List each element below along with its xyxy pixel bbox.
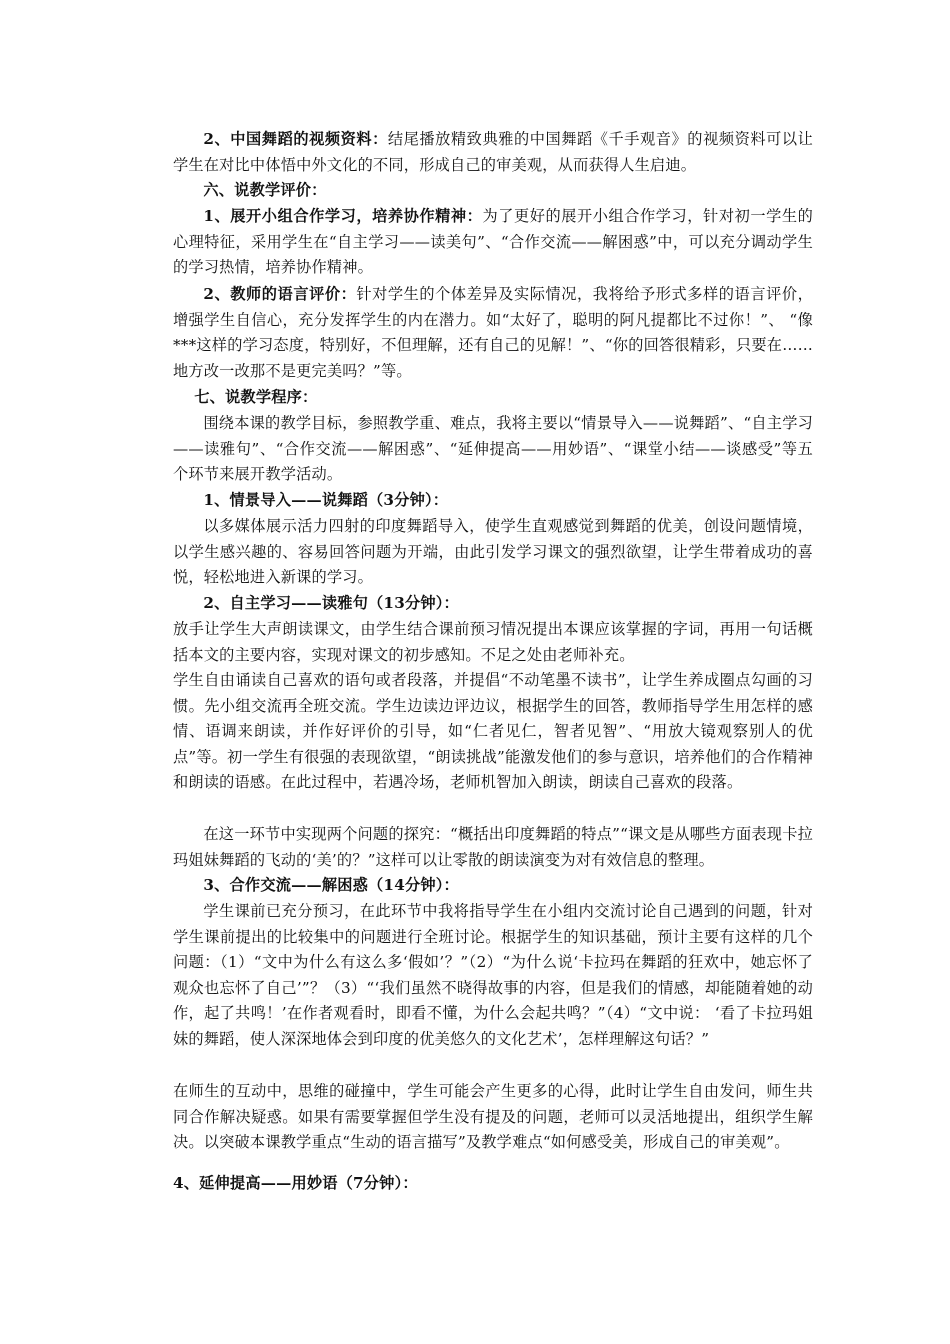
subheading-step-4: 4、延伸提高——用妙语（7分钟）： (173, 1174, 418, 1192)
paragraph-dance-video (173, 127, 813, 178)
paragraph-step-2a: 放手让学生大声朗读课文，由学生结合课前预习情况提出本课应该掌握的字词，再用一句话概括本文的主要内容，实现对课文的初步感知。不足之处由老师补充。 (173, 620, 813, 664)
subheading-step-3: 3、合作交流——解困惑（14分钟）： (203, 876, 459, 894)
paragraph-step-2b: 学生自由诵读自己喜欢的语句或者段落，并提倡“不动笔墨不读书”，让学生养成圈点勾画的习惯。先小组交流再全班交流。学生边读边评边议，根据学生的回答，教师指导学生用怎样的感情、语调来朗读，并作好评价的引导，如“仁者见仁，智者见智”、“用放大镜观察别人的优点”等。初一学生有很强的表现欲望，“朗读挑战”能激发他们的参与意识，培养他们的合作精神和朗读的语感。在此过程中，若遇冷场，老师机智加入朗读，朗读自己喜欢的段落。 (173, 671, 813, 792)
subheading-step-2: 2、自主学习——读雅句（13分钟）： (203, 594, 459, 612)
section-heading-procedure: 七、说教学程序： (194, 388, 318, 406)
paragraph-title: 2、教师的语言评价： (203, 285, 357, 303)
section-heading-evaluation: 六、说教学评价： (203, 181, 327, 199)
paragraph-group-work (173, 204, 813, 281)
paragraph-step-3a: 学生课前已充分预习，在此环节中我将指导学生在小组内交流讨论自己遇到的问题，针对学生课前提出的比较集中的问题进行全班讨论。根据学生的知识基础，预计主要有这样的几个问题：（1）“文中为什么有这么多‘假如’？”（2）“为什么说‘卡拉玛在舞蹈的狂欢中，她忘怀了观众也忘怀了自己’”？（3）“‘我们虽然不晓得故事的内容，但是我们的情感，却能随着她的动作，起了共鸣！’在作者观看时，即看不懂，为什么会起共鸣？”（4）“文中说： ‘看了卡拉玛姐妹的舞蹈，使人深深地体会到印度的优美悠久的文化艺术’，怎样理解这句话？” (173, 902, 813, 1048)
paragraph-step-1: 以多媒体展示活力四射的印度舞蹈导入，使学生直观感觉到舞蹈的优美，创设问题情境，以学生感兴趣的、容易回答问题为开端，由此引发学习课文的强烈欲望，让学生带着成功的喜悦，轻松地进入新课的学习。 (173, 517, 813, 587)
paragraph-title: 2、中国舞蹈的视频资料： (203, 130, 388, 148)
paragraph-procedure-intro: 围绕本课的教学目标，参照教学重、难点，我将主要以“情景导入——说舞蹈”、“自主学习——读雅句”、“合作交流——解困惑”、“延伸提高——用妙语”、“课堂小结——谈感受”等五个环节来展开教学活动。 (173, 414, 813, 484)
subheading-step-1: 1、情景导入——说舞蹈（3分钟）： (203, 491, 449, 509)
paragraph-teacher-language (173, 282, 813, 384)
paragraph-text: 结尾播放精致典雅的中国舞蹈《千手观音》的视频资料可以让学生在对比中体悟中外文化的不同，形成自己的审美观，从而获得人生启迪。 (173, 130, 814, 174)
paragraph-step-2c: 在这一环节中实现两个问题的探究：“概括出印度舞蹈的特点”“课文是从哪些方面表现卡拉玛姐妹舞蹈的飞动的‘美’的？”这样可以让零散的朗读演变为对有效信息的整理。 (173, 825, 813, 869)
paragraph-text: 针对学生的个体差异及实际情况，我将给予形式多样的语言评价，增强学生自信心，充分发挥学生的内在潜力。如“太好了，聪明的阿凡提都比不过你！”、 “像***这样的学习态度，特别好，不但理解，还有自己的见解！”、“你的回答很精彩，只要在……地方改一改那不是更完美吗？”等。 (173, 285, 813, 380)
paragraph-text: 为了更好的展开小组合作学习，针对初一学生的心理特征，采用学生在“自主学习——读美句”、“合作交流——解困惑”中，可以充分调动学生的学习热情，培养协作精神。 (173, 207, 814, 277)
paragraph-step-3b: 在师生的互动中，思维的碰撞中，学生可能会产生更多的心得，此时让学生自由发问，师生共同合作解决疑惑。如果有需要掌握但学生没有提及的问题，老师可以灵活地提出，组织学生解决。以突破本课教学重点“生动的语言描写”及教学难点“如何感受美，形成自己的审美观”。 (173, 1082, 813, 1152)
paragraph-title: 1、展开小组合作学习，培养协作精神： (203, 207, 483, 225)
